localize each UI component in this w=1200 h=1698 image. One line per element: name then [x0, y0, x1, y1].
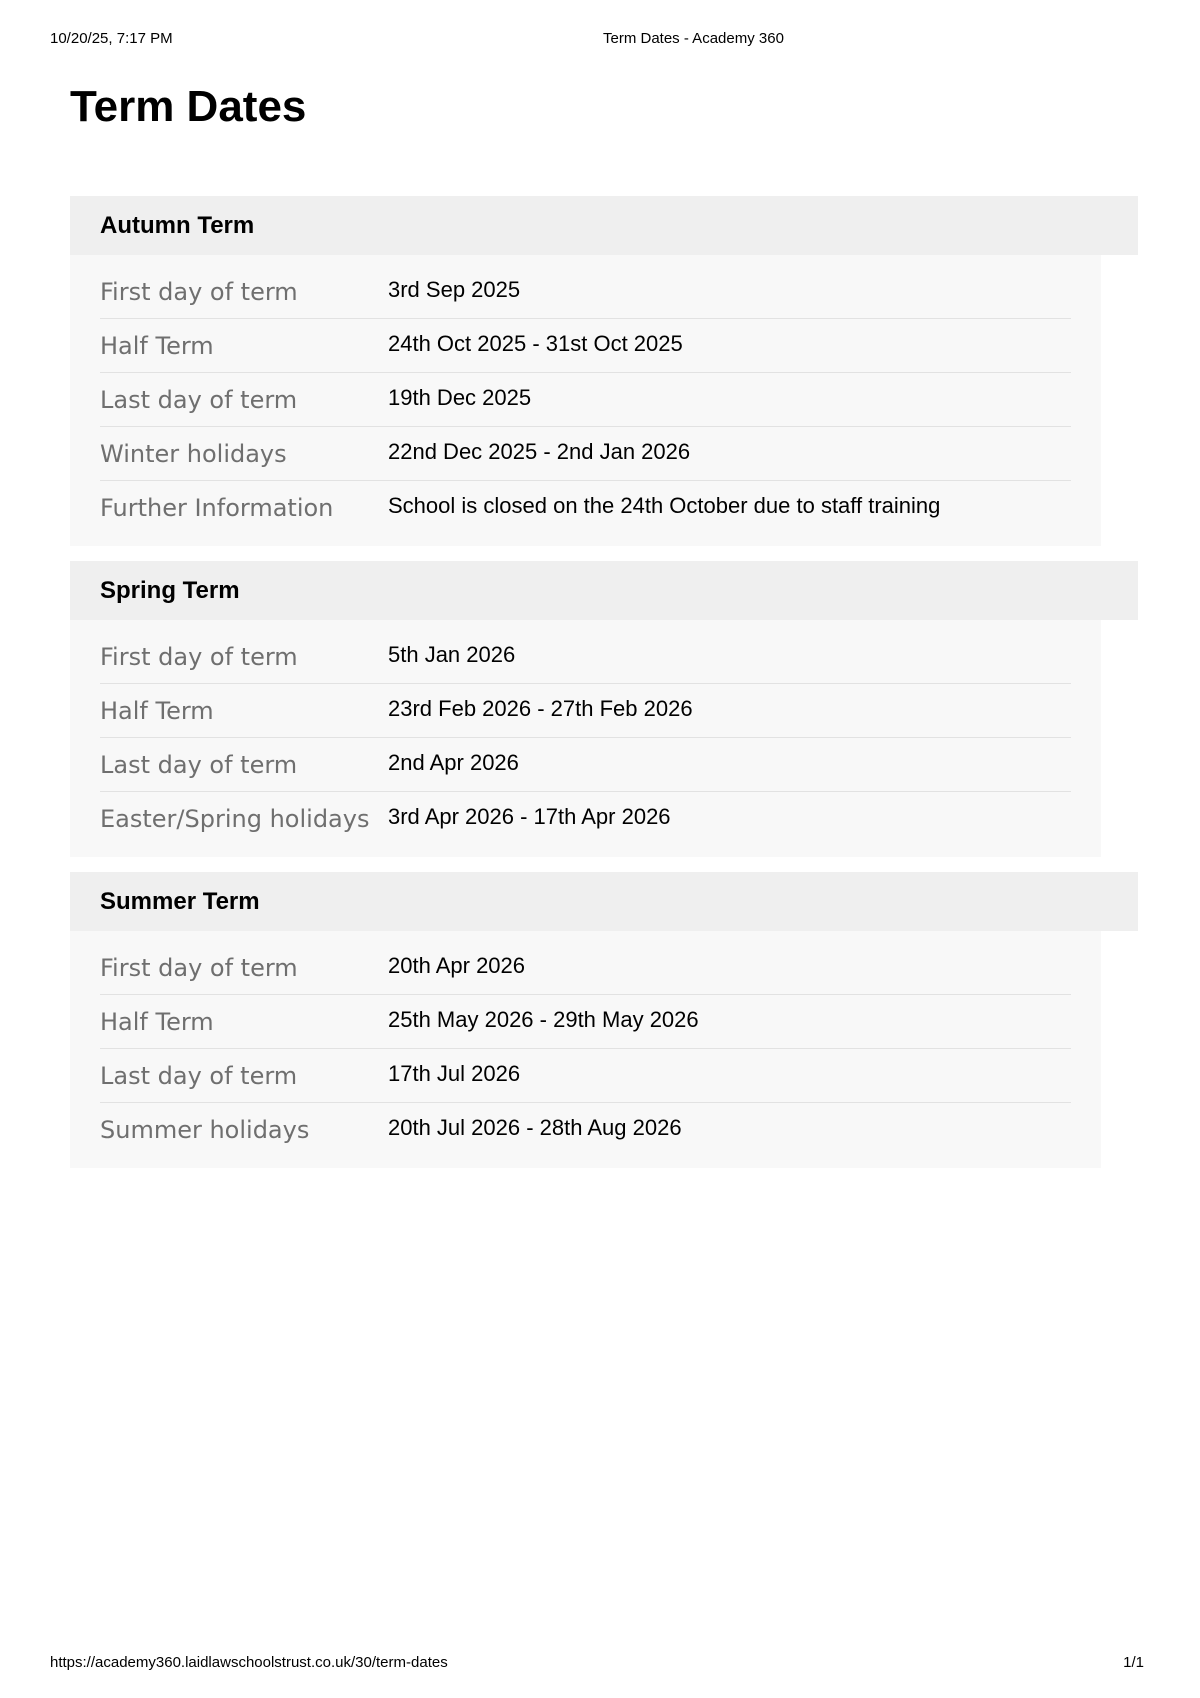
term-row-label: Winter holidays [100, 439, 287, 468]
term-heading: Autumn Term [70, 196, 1138, 255]
term-row-value: 17th Jul 2026 [388, 1060, 521, 1086]
term-row [100, 630, 1071, 684]
term-row-value: 19th Dec 2025 [388, 384, 532, 410]
term-row [100, 481, 1071, 534]
term-row [100, 995, 1071, 1049]
term-row-label: Half Term [100, 1007, 214, 1036]
term-row-value: 25th May 2026 - 29th May 2026 [388, 1006, 699, 1032]
term-row [100, 319, 1071, 373]
term-row [100, 373, 1071, 427]
term-row [100, 738, 1071, 792]
term-row-value: 2nd Apr 2026 [388, 749, 519, 775]
term-heading: Summer Term [70, 872, 1138, 931]
term-row-label: Last day of term [100, 385, 298, 414]
page-title: Term Dates [70, 82, 307, 131]
term-row [100, 684, 1071, 738]
term-row [100, 792, 1071, 845]
term-section-summer [70, 872, 1138, 1168]
print-page-number: 1/1 [1123, 1654, 1144, 1671]
term-row-value: 24th Oct 2025 - 31st Oct 2025 [388, 330, 683, 356]
term-row-value: 20th Jul 2026 - 28th Aug 2026 [388, 1114, 682, 1140]
term-row-value: 3rd Sep 2025 [388, 276, 521, 302]
term-row-label: First day of term [100, 642, 298, 671]
print-header [50, 30, 1150, 52]
term-row-value: 22nd Dec 2025 - 2nd Jan 2026 [388, 438, 691, 464]
print-footer [50, 1654, 1150, 1676]
print-page-title: Term Dates - Academy 360 [603, 30, 784, 47]
term-row-value: School is closed on the 24th October due to staff training [388, 492, 941, 518]
term-row-value: 5th Jan 2026 [388, 641, 516, 667]
term-details [70, 620, 1101, 857]
term-row-label: First day of term [100, 953, 298, 982]
term-details [70, 931, 1101, 1168]
term-row [100, 941, 1071, 995]
print-url: https://academy360.laidlawschoolstrust.co.uk/30/term-dates [50, 1654, 448, 1671]
term-row [100, 1103, 1071, 1156]
term-row-label: Easter/Spring holidays [100, 804, 370, 833]
print-datetime: 10/20/25, 7:17 PM [50, 30, 173, 47]
term-row-label: Summer holidays [100, 1115, 310, 1144]
term-section-spring [70, 561, 1138, 857]
term-row-label: First day of term [100, 277, 298, 306]
term-row-value: 23rd Feb 2026 - 27th Feb 2026 [388, 695, 693, 721]
term-details [70, 255, 1101, 546]
term-heading: Spring Term [70, 561, 1138, 620]
term-section-autumn [70, 196, 1138, 546]
term-row [100, 427, 1071, 481]
term-row-label: Last day of term [100, 750, 298, 779]
term-row [100, 265, 1071, 319]
term-row-value: 3rd Apr 2026 - 17th Apr 2026 [388, 803, 671, 829]
term-row-label: Last day of term [100, 1061, 298, 1090]
term-row-label: Further Information [100, 493, 334, 522]
term-row [100, 1049, 1071, 1103]
term-row-label: Half Term [100, 696, 214, 725]
term-row-value: 20th Apr 2026 [388, 952, 526, 978]
term-dates-list [70, 196, 1138, 1183]
term-row-label: Half Term [100, 331, 214, 360]
